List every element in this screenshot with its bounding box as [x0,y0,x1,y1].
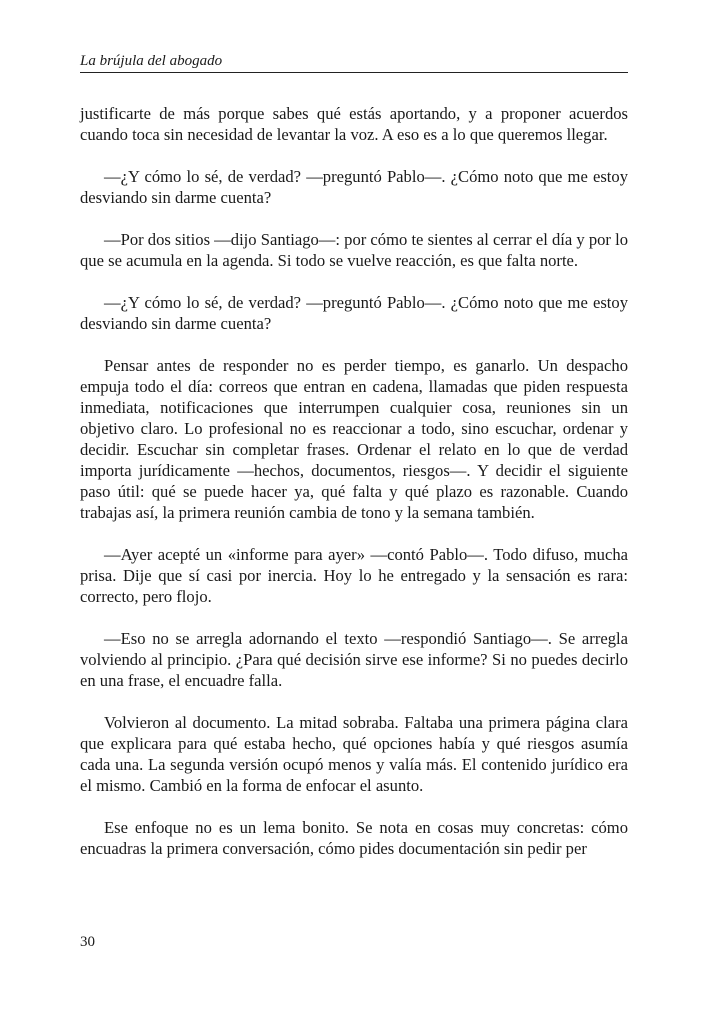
paragraph: —¿Y cómo lo sé, de verdad? —preguntó Pablo—. ¿Cómo noto que me estoy desviando sin darme cuenta? [80,293,628,333]
body-text [80,103,628,859]
paragraph: —Por dos sitios —dijo Santiago—: por cómo te sientes al cerrar el día y por lo que se acumula en la agenda. Si todo se vuelve reacción, es que falta norte. [80,230,628,270]
running-header: La brújula del abogado [80,52,628,73]
page-number: 30 [80,934,95,950]
paragraph: —Eso no se arregla adornando el texto —respondió Santiago—. Se arregla volviendo al principio. ¿Para qué decisión sirve ese informe? Si no puedes decirlo en una frase, el encuadre falla. [80,629,628,690]
paragraph: Volvieron al documento. La mitad sobraba. Faltaba una primera página clara que explicara para qué estaba hecho, qué opciones había y qué riesgos asumía cada una. La segunda versión ocupó menos y valía más. El contenido jurídico era el mismo. Cambió en la forma de enfocar el asunto. [80,713,628,795]
paragraph: Pensar antes de responder no es perder tiempo, es ganarlo. Un despacho empuja todo el día: correos que entran en cadena, llamadas que piden respuesta inmediata, notificaciones que interrumpen cualquier cosa, reuniones sin un objetivo claro. Lo profesional no es reaccionar a todo, sino escuchar, ordenar y decidir. Escuchar sin completar frases. Ordenar el relato en lo que de verdad importa jurídicamente —hechos, documentos, riesgos—. Y decidir el siguiente paso útil: qué se puede hacer ya, qué falta y qué plazo es razonable. Cuando trabajas así, la primera reunión cambia de tono y la semana también. [80,356,628,522]
paragraph: —¿Y cómo lo sé, de verdad? —preguntó Pablo—. ¿Cómo noto que me estoy desviando sin darme cuenta? [80,167,628,207]
paragraph: Ese enfoque no es un lema bonito. Se nota en cosas muy concretas: cómo encuadras la primera conversación, cómo pides documentación sin pedir per [80,818,628,858]
paragraph: —Ayer acepté un «informe para ayer» —contó Pablo—. Todo difuso, mucha prisa. Dije que sí casi por inercia. Hoy lo he entregado y la sensación es rara: correcto, pero flojo. [80,545,628,606]
paragraph: justificarte de más porque sabes qué estás aportando, y a proponer acuerdos cuando toca sin necesidad de levantar la voz. A eso es a lo que queremos llegar. [80,104,628,144]
page [80,52,628,880]
